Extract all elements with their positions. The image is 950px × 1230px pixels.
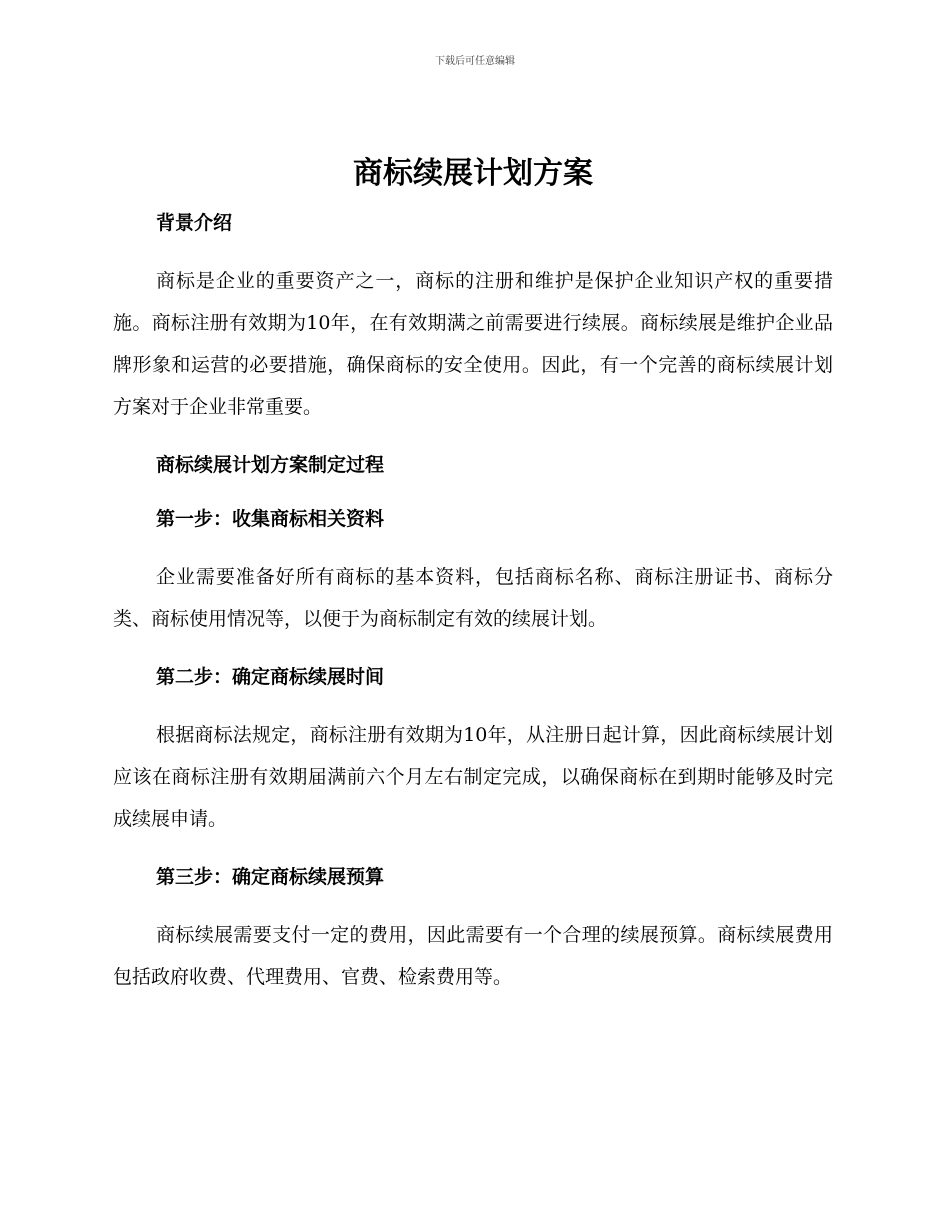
step-1-paragraph: 企业需要准备好所有商标的基本资料，包括商标名称、商标注册证书、商标分类、商标使用情况等，以便于为商标制定有效的续展计划。 [113, 566, 833, 630]
step-2-heading: 第二步：确定商标续展时间 [156, 666, 385, 688]
step-2-paragraph: 根据商标法规定，商标注册有效期为10年，从注册日起计算，因此商标续展计划应该在商标注册有效期届满前六个月左右制定完成，以确保商标在到期时能够及时完成续展申请。 [113, 724, 833, 830]
document-title: 商标续展计划方案 [353, 156, 593, 191]
header-note: 下载后可任意编辑 [435, 56, 515, 67]
step-3-heading: 第三步：确定商标续展预算 [156, 866, 385, 888]
process-heading: 商标续展计划方案制定过程 [156, 454, 385, 476]
document-content [113, 152, 833, 1018]
step-3-paragraph: 商标续展需要支付一定的费用，因此需要有一个合理的续展预算。商标续展费用包括政府收费、代理费用、官费、检索费用等。 [113, 924, 833, 988]
background-heading: 背景介绍 [156, 212, 233, 234]
background-paragraph: 商标是企业的重要资产之一，商标的注册和维护是保护企业知识产权的重要措施。商标注册有效期为10年，在有效期满之前需要进行续展。商标续展是维护企业品牌形象和运营的必要措施，确保商标的安全使用。因此，有一个完善的商标续展计划方案对于企业非常重要。 [113, 270, 833, 418]
step-1-heading: 第一步：收集商标相关资料 [156, 508, 385, 530]
